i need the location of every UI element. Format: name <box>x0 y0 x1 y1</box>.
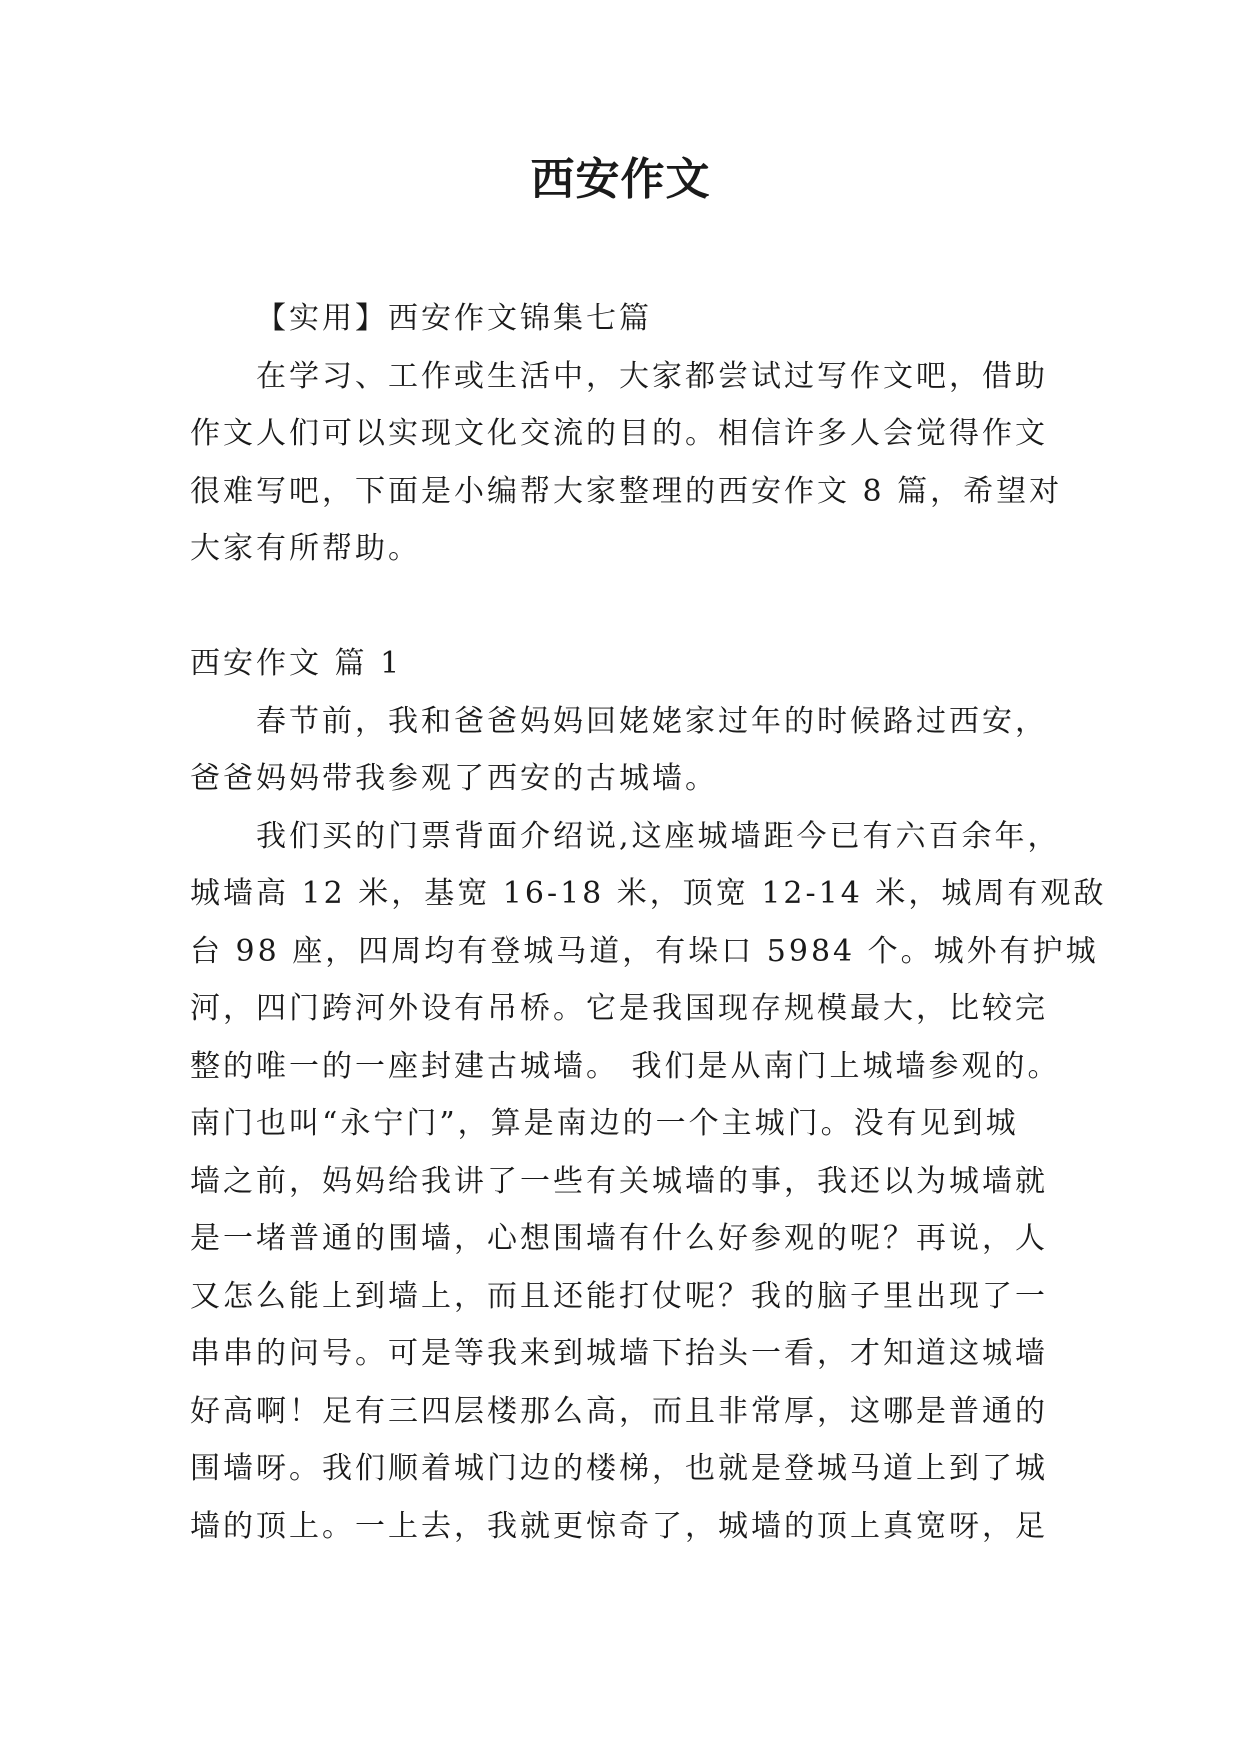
intro-line: 很难写吧，下面是小编帮大家整理的西安作文 8 篇，希望对 <box>190 473 1063 509</box>
intro-line: 作文人们可以实现文化交流的目的。相信许多人会觉得作文 <box>190 416 1048 451</box>
paragraph-line: 整的唯一的一座封建古城墙。 我们是从南门上城墙参观的。 <box>190 1048 1061 1084</box>
intro-line: 在学习、工作或生活中，大家都尝试过写作文吧，借助 <box>256 358 1048 394</box>
intro-line: 大家有所帮助。 <box>190 531 421 566</box>
paragraph-line: 串串的问号。可是等我来到城墙下抬头一看，才知道这城墙 <box>190 1336 1048 1371</box>
paragraph-line: 河，四门跨河外设有吊桥。它是我国现存规模最大，比较完 <box>190 991 1048 1026</box>
paragraph-line: 墙的顶上。一上去，我就更惊奇了，城墙的顶上真宽呀，足 <box>190 1508 1048 1544</box>
paragraph-line: 城墙高 12 米，基宽 16-18 米，顶宽 12-14 米，城周有观敌 <box>190 876 1107 911</box>
paragraph-line: 又怎么能上到墙上，而且还能打仗呢？我的脑子里出现了一 <box>190 1278 1048 1314</box>
paragraph-gap <box>190 578 1060 636</box>
intro-subtitle: 【实用】西安作文锦集七篇 <box>256 301 652 336</box>
paragraph-line: 围墙呀。我们顺着城门边的楼梯，也就是登城马道上到了城 <box>190 1451 1048 1486</box>
paragraph-line: 好高啊！足有三四层楼那么高，而且非常厚，这哪是普通的 <box>190 1393 1048 1429</box>
paragraph-line: 我们买的门票背面介绍说,这座城墙距今已有六百余年， <box>256 818 1061 854</box>
document-body <box>190 290 1107 1555</box>
page-title: 西安作文 <box>530 154 711 205</box>
paragraph-line: 墙之前，妈妈给我讲了一些有关城墙的事，我还以为城墙就 <box>190 1163 1048 1199</box>
section-heading: 西安作文 篇 1 <box>190 646 403 681</box>
paragraph-line: 爸爸妈妈带我参观了西安的古城墙。 <box>190 761 718 796</box>
paragraph-line: 是一堵普通的围墙，心想围墙有什么好参观的呢？再说，人 <box>190 1221 1048 1256</box>
paragraph-line: 台 98 座，四周均有登城马道，有垛口 5984 个。城外有护城 <box>190 933 1099 969</box>
paragraph-line: 春节前，我和爸爸妈妈回姥姥家过年的时候路过西安， <box>256 703 1048 739</box>
paragraph-line: 南门也叫“永宁门”，算是南边的一个主城门。没有见到城 <box>190 1106 1019 1141</box>
